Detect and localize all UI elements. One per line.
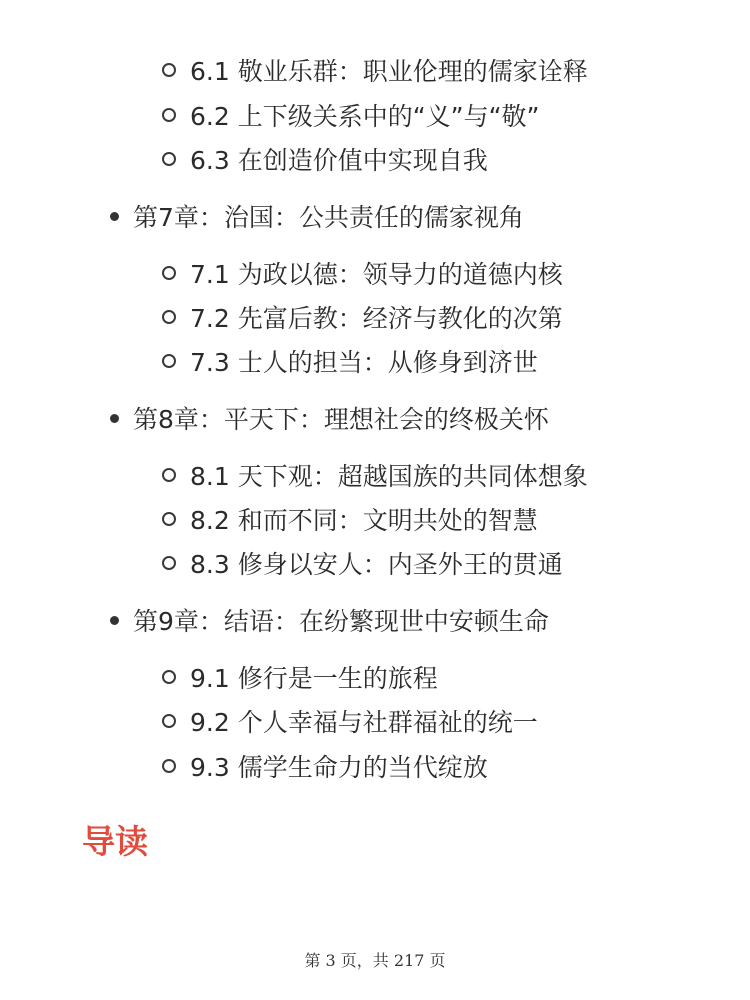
- toc-item-label: 6.1 敬业乐群：职业伦理的儒家诠释: [190, 57, 588, 86]
- dot-bullet-icon: [110, 616, 119, 625]
- toc-item-label: 6.3 在创造价值中实现自我: [190, 146, 488, 175]
- toc-chapter-7[interactable]: [110, 196, 524, 236]
- toc-item-label: 7.2 先富后教：经济与教化的次第: [190, 304, 563, 333]
- circle-bullet-icon: [162, 108, 176, 122]
- circle-bullet-icon: [162, 310, 176, 324]
- dot-bullet-icon: [110, 212, 119, 221]
- toc-item-label: 8.3 修身以安人：内圣外王的贯通: [190, 550, 563, 579]
- toc-chapter-8[interactable]: [110, 398, 549, 438]
- page-number-footer: 第 3 页，共 217 页: [304, 951, 446, 970]
- toc-item-7-2[interactable]: [162, 297, 563, 337]
- toc-item-label: 6.2 上下级关系中的“义”与“敬”: [190, 102, 540, 131]
- toc-chapter-label: 第9章：结语：在纷繁现世中安顿生命: [133, 607, 549, 636]
- toc-item-8-2[interactable]: [162, 499, 538, 539]
- circle-bullet-icon: [162, 556, 176, 570]
- circle-bullet-icon: [162, 354, 176, 368]
- toc-item-6-1[interactable]: [162, 50, 588, 90]
- toc-item-9-2[interactable]: [162, 701, 538, 741]
- toc-item-6-3[interactable]: [162, 139, 488, 179]
- circle-bullet-icon: [162, 468, 176, 482]
- circle-bullet-icon: [162, 152, 176, 166]
- toc-item-label: 7.3 士人的担当：从修身到济世: [190, 348, 538, 377]
- toc-item-label: 7.1 为政以德：领导力的道德内核: [190, 260, 563, 289]
- circle-bullet-icon: [162, 512, 176, 526]
- toc-item-label: 9.2 个人幸福与社群福祉的统一: [190, 708, 538, 737]
- toc-item-label: 9.1 修行是一生的旅程: [190, 664, 438, 693]
- circle-bullet-icon: [162, 63, 176, 77]
- toc-chapter-9[interactable]: [110, 600, 549, 640]
- toc-item-7-1[interactable]: [162, 253, 563, 293]
- toc-item-7-3[interactable]: [162, 341, 538, 381]
- toc-item-6-2[interactable]: [162, 95, 540, 135]
- circle-bullet-icon: [162, 714, 176, 728]
- toc-item-8-3[interactable]: [162, 543, 563, 583]
- circle-bullet-icon: [162, 266, 176, 280]
- toc-item-label: 9.3 儒学生命力的当代绽放: [190, 753, 488, 782]
- toc-chapter-label: 第7章：治国：公共责任的儒家视角: [133, 203, 524, 232]
- toc-chapter-label: 第8章：平天下：理想社会的终极关怀: [133, 405, 549, 434]
- circle-bullet-icon: [162, 759, 176, 773]
- dot-bullet-icon: [110, 414, 119, 423]
- toc-item-label: 8.2 和而不同：文明共处的智慧: [190, 506, 538, 535]
- toc-item-9-3[interactable]: [162, 746, 488, 786]
- toc-item-9-1[interactable]: [162, 657, 438, 697]
- section-heading: 导读: [82, 822, 148, 861]
- circle-bullet-icon: [162, 670, 176, 684]
- toc-item-8-1[interactable]: [162, 455, 588, 495]
- toc-item-label: 8.1 天下观：超越国族的共同体想象: [190, 462, 588, 491]
